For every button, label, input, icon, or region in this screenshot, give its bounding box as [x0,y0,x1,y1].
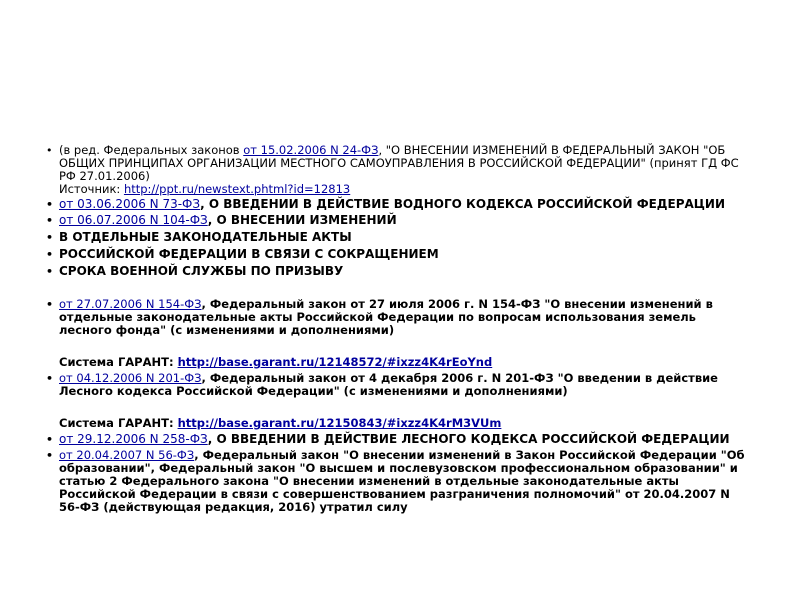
bullet-icon: • [46,298,54,311]
item-text: , Федеральный закон от 4 декабря 2006 г. N 201-ФЗ "О введении в действие Лесного кодекса Российской Федерации" (с изменениями и дополнениями) [59,371,718,398]
bullet-icon: • [46,198,54,211]
bullet-icon: • [46,214,54,227]
list-item [42,449,748,514]
list-item [42,248,748,261]
item-prefix: (в ред. Федеральных законов [59,143,244,157]
item-text: , О ВНЕСЕНИИ ИЗМЕНЕНИЙ [207,213,397,227]
list-item [42,214,748,227]
bullet-icon: • [46,372,54,385]
garant-label: Система ГАРАНТ: [59,416,178,430]
bullet-icon: • [46,449,54,462]
bullet-icon: • [46,433,54,446]
list-item [42,265,748,278]
garant-url-link[interactable]: http://base.garant.ru/12150843/#ixzz4K4rM3VUm [177,416,502,430]
item-text: СРОКА ВОЕННОЙ СЛУЖБЫ ПО ПРИЗЫВУ [59,264,344,278]
garant-label: Система ГАРАНТ: [59,355,178,369]
source-url-link[interactable]: http://ppt.ru/newstext.phtml?id=12813 [123,182,351,196]
list-item [42,433,748,446]
item-text: , Федеральный закон от 27 июля 2006 г. N 154-ФЗ "О внесении изменений в отдельные законодательные акты Российской Федерации по вопросам использования земель лесного фонда" (с изменениями и дополнениями) [59,297,713,337]
list-item [42,372,748,430]
bullet-icon: • [46,248,54,261]
item-text: , О ВВЕДЕНИИ В ДЕЙСТВИЕ ВОДНОГО КОДЕКСА РОССИЙСКОЙ ФЕДЕРАЦИИ [200,197,725,211]
law-link[interactable]: от 15.02.2006 N 24-ФЗ [243,143,379,157]
bullet-icon: • [46,231,54,244]
law-amendments-list [42,144,748,514]
list-item [42,231,748,244]
list-item [42,298,748,369]
item-text: , Федеральный закон "О внесении изменений в Закон Российской Федерации "Об образовании", Федеральный закон "О высшем и послевузовском профессиональном образовании" и статью 2 Федерального закона "О внесении изменений в отдельные законодательные акты Российской Федерации в связи с совершенствованием разграничения полномочий" от 20.04.2007 N 56-ФЗ (действующая редакция, 2016) утратил силу [59,448,745,514]
item-text: В ОТДЕЛЬНЫЕ ЗАКОНОДАТЕЛЬНЫЕ АКТЫ [59,230,352,244]
bullet-icon: • [46,265,54,278]
item-text: , "О ВНЕСЕНИИ ИЗМЕНЕНИЙ В ФЕДЕРАЛЬНЫЙ ЗАКОН "ОБ ОБЩИХ ПРИНЦИПАХ ОРГАНИЗАЦИИ МЕСТНОГО САМОУПРАВЛЕНИЯ В РОССИЙСКОЙ ФЕДЕРАЦИИ" (принят ГД ФС РФ 27.01.2006) [59,143,739,183]
list-item [42,198,748,211]
law-link[interactable]: от 29.12.2006 N 258-ФЗ [59,432,208,446]
law-link[interactable]: от 27.07.2006 N 154-ФЗ [59,297,202,311]
item-text: , О ВВЕДЕНИИ В ДЕЙСТВИЕ ЛЕСНОГО КОДЕКСА РОССИЙСКОЙ ФЕДЕРАЦИИ [207,432,730,446]
garant-url-link[interactable]: http://base.garant.ru/12148572/#ixzz4K4rEoYnd [177,355,493,369]
bullet-icon: • [46,144,53,157]
list-item [42,144,748,196]
source-label: Источник: [59,182,124,196]
item-text: РОССИЙСКОЙ ФЕДЕРАЦИИ В СВЯЗИ С СОКРАЩЕНИЕМ [59,247,439,261]
law-link[interactable]: от 04.12.2006 N 201-ФЗ [59,371,202,385]
law-link[interactable]: от 20.04.2007 N 56-ФЗ [59,448,195,462]
law-link[interactable]: от 03.06.2006 N 73-ФЗ [59,197,201,211]
law-link[interactable]: от 06.07.2006 N 104-ФЗ [59,213,208,227]
